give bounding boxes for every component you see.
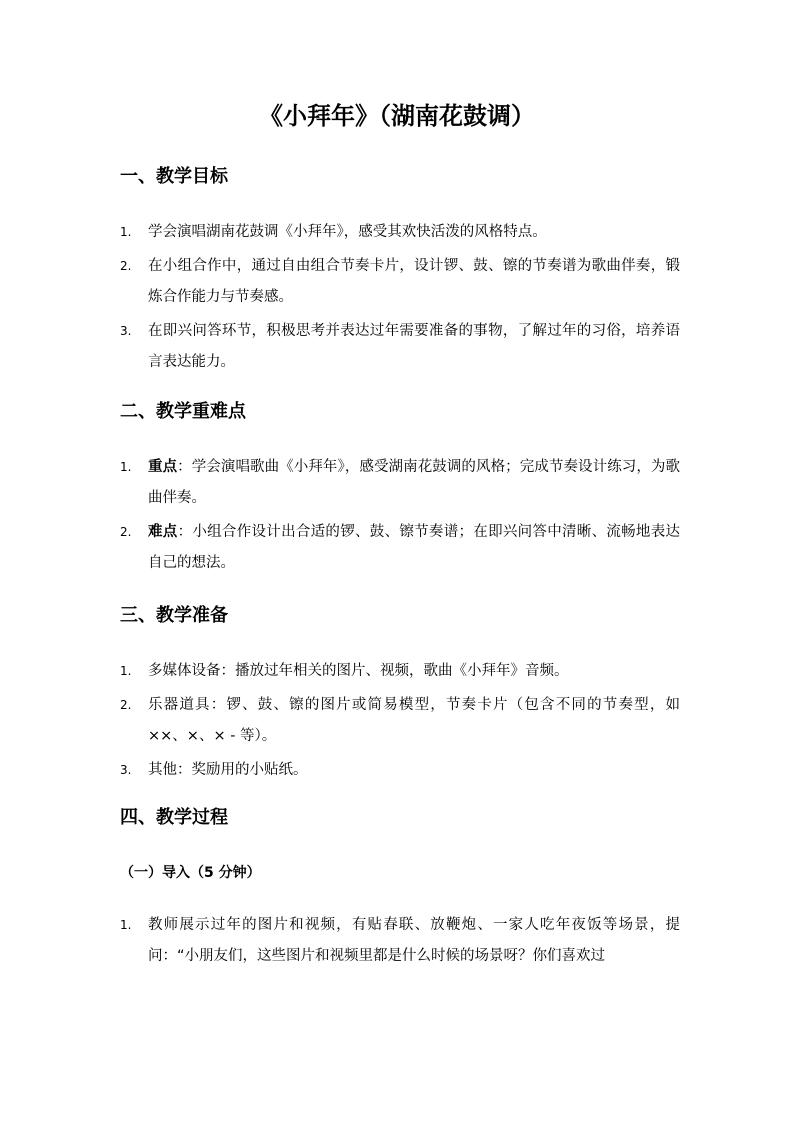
list-item-number: 1.	[120, 225, 132, 239]
list-item-text: 乐器道具：锣、鼓、镲的图片或简易模型，节奏卡片（包含不同的节奏型，如 ××、×、× - 等）。	[148, 697, 680, 744]
objectives-list	[120, 217, 680, 381]
difficulty-label: 难点	[148, 524, 178, 540]
list-item-text: 其他：奖励用的小贴纸。	[148, 762, 308, 778]
list-item-text: 教师展示过年的图片和视频，有贴春联、放鞭炮、一家人吃年夜饭等场景，提问：“小朋友们，这些图片和视频里都是什么时候的场景呀？你们喜欢过	[148, 917, 680, 964]
list-item-number: 1.	[120, 460, 132, 474]
list-item-number: 2.	[120, 259, 132, 273]
list-item-text: ：学会演唱歌曲《小拜年》，感受湖南花鼓调的风格；完成节奏设计练习，为歌曲伴奏。	[148, 459, 681, 506]
section-heading-process: 四、教学过程	[120, 807, 228, 828]
list-item-text: ：小组合作设计出合适的锣、鼓、镲节奏谱；在即兴问答中清晰、流畅地表达自己的想法。	[148, 524, 681, 571]
subsection-heading-intro: （一）导入（5 分钟）	[120, 865, 261, 881]
process-list	[120, 910, 680, 975]
list-item-number: 3.	[120, 324, 132, 338]
list-item	[120, 217, 680, 248]
list-item-number: 2.	[120, 525, 132, 539]
list-item	[120, 690, 680, 752]
list-item	[120, 517, 680, 579]
list-item-text: 学会演唱湖南花鼓调《小拜年》，感受其欢快活泼的风格特点。	[148, 224, 547, 240]
list-item-number: 1.	[120, 664, 132, 678]
list-item	[120, 251, 680, 313]
section-heading-preparation: 三、教学准备	[120, 605, 228, 626]
list-item	[120, 755, 680, 786]
list-item-text: 多媒体设备：播放过年相关的图片、视频，歌曲《小拜年》音频。	[148, 663, 569, 679]
section-heading-key-points: 二、教学重难点	[120, 401, 246, 422]
list-item	[120, 452, 680, 514]
list-item-text: 在即兴问答环节，积极思考并表达过年需要准备的事物，了解过年的习俗，培养语言表达能力。	[148, 323, 680, 370]
list-item-text: 在小组合作中，通过自由组合节奏卡片，设计锣、鼓、镲的节奏谱为歌曲伴奏，锻炼合作能力与节奏感。	[148, 258, 680, 305]
preparation-list	[120, 656, 680, 789]
key-point-label: 重点	[148, 459, 178, 475]
list-item	[120, 316, 680, 378]
list-item-number: 3.	[120, 763, 132, 777]
key-points-list	[120, 452, 680, 582]
document-title: 《小拜年》（湖南花鼓调）	[259, 102, 535, 130]
list-item	[120, 910, 680, 972]
list-item-number: 2.	[120, 698, 132, 712]
list-item	[120, 656, 680, 687]
list-item-number: 1.	[120, 918, 132, 932]
section-heading-objectives: 一、教学目标	[120, 166, 228, 187]
